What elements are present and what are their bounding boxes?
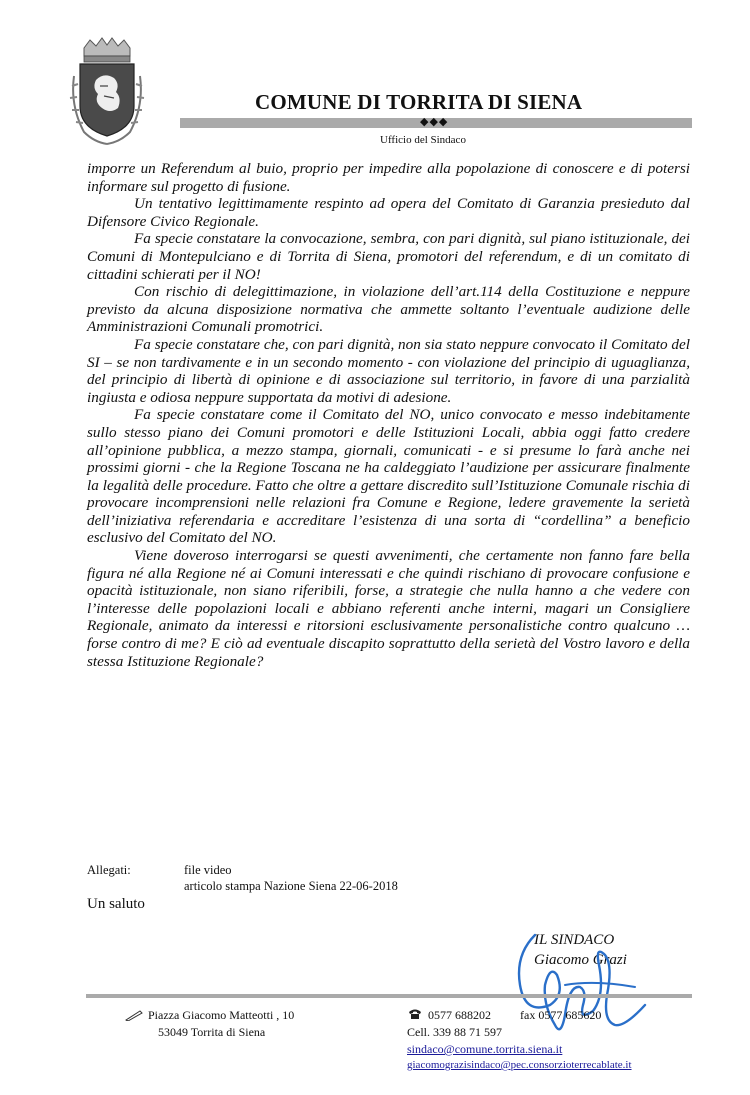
footer-cell: Cell. 339 88 71 597 <box>407 1025 502 1039</box>
footer-fax: fax 0577 685620 <box>520 1008 602 1022</box>
attachments-label: Allegati: <box>87 863 131 877</box>
paragraph: Fa specie constatare la convocazione, sembra, con pari dignità, sul piano istituzionale, dei Comuni di Montepulciano e di Torrita di Siena, promotori del referendum, e di un comitato di cittadini schierati per il NO! <box>87 230 690 283</box>
municipal-crest-icon <box>64 36 150 148</box>
signature-name: Giacomo Grazi <box>534 952 627 968</box>
page-title: COMUNE DI TORRITA DI SIENA <box>255 90 583 114</box>
paragraph: Fa specie constatare che, con pari dignità, non sia stato neppure convocato il Comitato del SI – se non tardivamente e in un secondo momento - con violazione del principio di uguaglianza, del principio di libertà di opinione e di associazione sul territorio, in favore di una parzialità ingiusta e odiosa neppure supportata da motivi di adesione. <box>87 335 690 406</box>
phone-icon <box>408 1008 422 1020</box>
paragraph: Con rischio di delegittimazione, in violazione dell’art.114 della Costituzione e neppure previsto da alcuna disposizione normativa che ammette soltanto l’eventuale audizione delle Amministrazioni Comunali promotrici. <box>87 283 690 336</box>
paragraph: Fa specie constatare come il Comitato del NO, unico convocato e messo indebitamente sullo stesso piano dei Comuni promotori e delle Istituzioni Locali, abbia oggi fatto credere all’opinione pubblica, a mezzo stampa, giornali, comunicati - e si presume lo farà anche nei prossimi giorni - che la Regione Toscana ne ha caldeggiato l’audizione per assicurare finalmente la legalità delle procedure. Fatto che oltre a gettare discredito sull’Istituzione Comunale rischia di provocare incomprensioni nelle relazioni fra Comune e Regione, ledere gravemente la serietà dell’iniziativa referendaria e accreditare l’esistenza di una sorta di “cordellina” a beneficio esclusivo del Comitato del NO. <box>87 406 690 547</box>
letter-body <box>87 160 690 670</box>
footer-phone: 0577 688202 <box>428 1008 491 1022</box>
email-link[interactable]: sindaco@comune.torrita.siena.it <box>407 1042 563 1056</box>
closing-greeting: Un saluto <box>87 896 145 912</box>
footer-address-line2: 53049 Torrita di Siena <box>158 1025 266 1039</box>
footer-rule <box>86 994 692 998</box>
paragraph: imporre un Referendum al buio, proprio per impedire alla popolazione di conoscere e di potersi informare sul progetto di fusione. <box>87 160 690 195</box>
footer-address-line1: Piazza Giacomo Matteotti , 10 <box>148 1008 295 1022</box>
pen-icon <box>125 1009 143 1021</box>
paragraph: Un tentativo legittimamente respinto ad opera del Comitato di Garanzia presieduto dal Difensore Civico Regionale. <box>87 195 690 230</box>
paragraph: Viene doveroso interrogarsi se questi avvenimenti, che certamente non fanno fare bella figura né alla Regione né ai Comuni interessati e che quindi rischiano di provocare confusione e opacità istituzionale, non siano riferibili, forse, a strategie che nulla hanno a che vedere con l’interesse delle popolazioni locali e abbiano referenti anche interni, magari un Consigliere Regionale, animato da interessi e ritorsioni esclusivamente personalistiche contro qualcuno … forse contro di me? E ciò ad eventuale discapito soprattutto della serietà del Vostro lavoro e della stessa Istituzione Regionale? <box>87 547 690 670</box>
signature-title: IL SINDACO <box>534 932 615 948</box>
pec-email-link[interactable]: giacomograzisindaco@pec.consorzioterrecablate.it <box>407 1059 632 1071</box>
attachment-item: articolo stampa Nazione Siena 22-06-2018 <box>184 879 398 893</box>
office-subtitle: Ufficio del Sindaco <box>380 134 466 146</box>
header-ornament: ◆◆◆ <box>420 115 449 128</box>
attachment-item: file video <box>184 863 232 877</box>
handwritten-signature <box>495 925 655 1045</box>
